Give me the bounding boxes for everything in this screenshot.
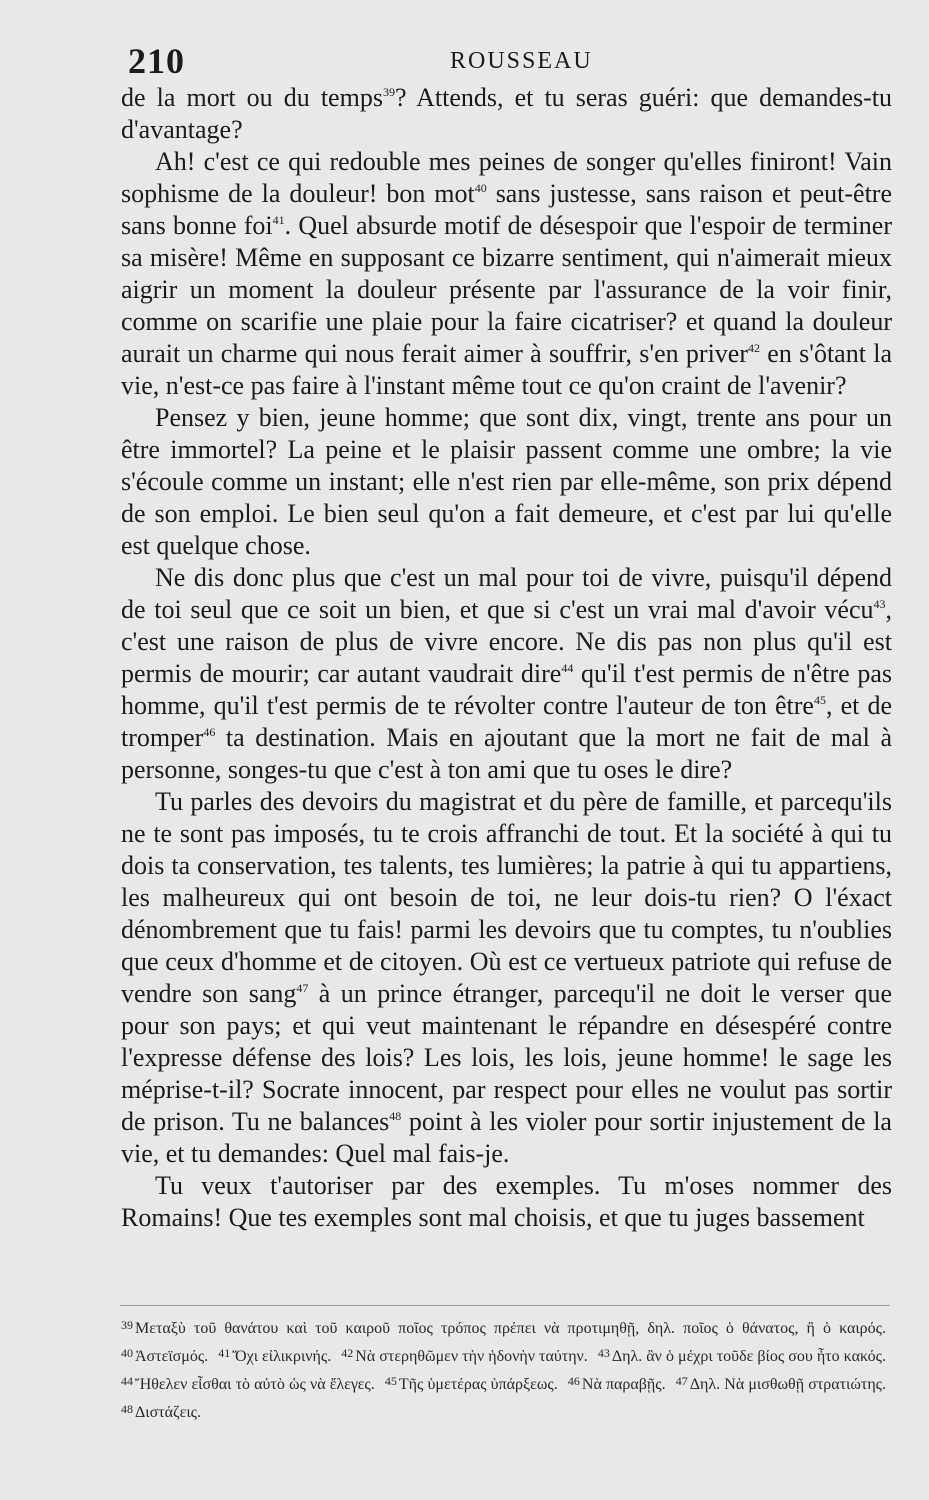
paragraph-text: qu'il t'est permis de n'être pas homme, qu'il t'est permis de te révolter contre l'auteur de ton être	[121, 659, 892, 720]
footnote-text: Ἤθελεν εἶσθαι τὸ αὐτὸ ὡς νὰ ἔλεγες.	[135, 1376, 375, 1393]
paragraph-text: en s'ôtant la vie, n'est-ce pas faire à l'instant même tout ce qu'on craint de l'avenir?	[121, 339, 892, 400]
footnote-text: Νὰ παραβῇς.	[581, 1376, 666, 1393]
footnote-number: 41	[218, 1346, 231, 1360]
paragraph-text: , c'est une raison de plus de vivre encore. Ne dis pas non plus qu'il est permis de mourir; car autant vaudrait dire	[121, 595, 892, 688]
footnote-text: Διστάζεις.	[135, 1404, 202, 1421]
paragraph-text: Ne dis donc plus que c'est un mal pour toi de vivre, puisqu'il dépend de toi seul que ce soit un bien, et que si c'est un vrai mal d'avoir vécu	[121, 563, 892, 624]
footnote-ref: 40	[474, 181, 487, 195]
paragraph	[121, 402, 892, 562]
footnote-ref: 46	[203, 725, 216, 739]
footnote-number: 47	[675, 1374, 688, 1388]
footnote-text: Ἀστεϊσμός.	[135, 1348, 209, 1365]
footnote	[385, 1376, 558, 1393]
paragraph-text: . Quel absurde motif de désespoir que l'espoir de terminer sa misère! Même en supposant ce bizarre sentiment, qui n'aimerait mieux aigrir un moment la douleur présente par l'assurance de la voir finir, comme on scarifie une plaie pour la faire cicatriser? et quand la douleur aurait un charme qui nous ferait aimer à souffrir, s'en priver	[121, 211, 892, 368]
footnote-text: Νὰ στερηθῶμεν τὴν ἡδονὴν ταύτην.	[355, 1348, 588, 1365]
paragraph-text: de la mort ou du temps	[121, 83, 383, 112]
footnote-ref: 43	[873, 597, 886, 611]
footnote	[568, 1376, 666, 1393]
page-header	[120, 40, 890, 80]
footnote	[598, 1348, 886, 1365]
paragraph-text: Tu veux t'autoriser par des exemples. Tu m'oses nommer des Romains! Que tes exemples sont mal choisis, et que tu juges bassement	[121, 1171, 892, 1232]
page-number: 210	[128, 41, 185, 81]
footnote-ref: 39	[382, 85, 395, 99]
footnote	[341, 1348, 588, 1365]
paragraph-text: Ah! c'est ce qui redouble mes peines de songer qu'elles finiront! Vain sophisme de la douleur! bon mot	[121, 147, 892, 208]
paragraph	[121, 562, 892, 786]
paragraph-text: Tu parles des devoirs du magistrat et du père de famille, et parcequ'ils ne te sont pas imposés, tu te crois affranchi de tout. Et la société à qui tu dois ta conservation, tes talents, tes lumières; la patrie à qui tu appartiens, les malheureux qui ont besoin de toi, ne leur dois-tu rien? O l'éxact dénombrement que tu fais! parmi les devoirs que tu comptes, tu n'oublies que ceux d'homme et de citoyen. Où est ce vertueux patriote qui refuse de vendre son sang	[121, 787, 892, 1008]
paragraph-text: ? Attends, et tu seras guéri: que demandes-tu d'avantage?	[121, 83, 892, 144]
footnote	[121, 1320, 886, 1337]
footnote-ref: 47	[296, 981, 309, 995]
paragraph-text: , et de tromper	[121, 691, 892, 752]
footnote	[121, 1404, 201, 1421]
footnote-number: 42	[341, 1346, 354, 1360]
footnote	[676, 1376, 886, 1393]
paragraph	[121, 146, 892, 402]
paragraph	[121, 1170, 892, 1234]
paragraph-text: à un prince étranger, parcequ'il ne doit le verser que pour son pays; et qui veut maintenant le répandre en désespéré contre l'expresse défense des lois? Les lois, les lois, jeune homme! le sage les méprise-t-il? Socrate innocent, par respect pour elles ne voulut pas sortir de prison. Tu ne balances	[121, 979, 892, 1136]
footnote-ref: 44	[561, 661, 574, 675]
paragraph	[121, 786, 892, 1170]
footnote-number: 44	[121, 1374, 133, 1388]
footnote	[121, 1376, 375, 1393]
paragraph-text: Pensez y bien, jeune homme; que sont dix, vingt, trente ans pour un être immortel? La peine et le plaisir passent comme une ombre; la vie s'écoule comme un instant; elle n'est rien par elle-même, son prix dépend de son emploi. Le bien seul qu'on a fait demeure, et c'est par lui qu'elle est quelque chose.	[121, 403, 892, 560]
footnote-text: Τῆς ὑμετέρας ὑπάρξεως.	[398, 1376, 558, 1393]
footnote-number: 46	[567, 1374, 580, 1388]
page-body	[121, 82, 892, 1234]
footnote	[218, 1348, 331, 1365]
footnote	[121, 1348, 208, 1365]
footnote-number: 39	[121, 1318, 133, 1332]
footnote-number: 43	[597, 1346, 610, 1360]
running-head: ROUSSEAU	[450, 48, 593, 74]
footnotes	[121, 1313, 892, 1425]
footnote-ref: 42	[748, 341, 760, 355]
footnote-text: Δηλ. Νὰ μισθωθῇ στρατιώτης.	[689, 1376, 887, 1393]
footnote-ref: 48	[389, 1109, 402, 1123]
paragraph	[121, 82, 892, 146]
footnote-number: 48	[121, 1402, 133, 1416]
footnote-text: Ὄχι εἰλικρινής.	[232, 1348, 332, 1365]
footnote-divider	[120, 1305, 890, 1306]
footnote-ref: 45	[813, 693, 826, 707]
footnote-number: 45	[384, 1374, 397, 1388]
paragraph-text: ta destination. Mais en ajoutant que la mort ne fait de mal à personne, songes-tu que c'est à ton ami que tu oses le dire?	[121, 723, 892, 784]
paragraph-text: point à les violer pour sortir injustement de la vie, et tu demandes: Quel mal fais-je.	[121, 1107, 892, 1168]
footnote-number: 40	[121, 1346, 133, 1360]
footnote-text: Μεταξὺ τοῦ θανάτου καὶ τοῦ καιροῦ ποῖος τρόπος πρέπει νὰ προτιμηθῇ, δηλ. ποῖος ὁ θάνατος, ἢ ὁ καιρός.	[135, 1320, 886, 1337]
paragraph-text: sans justesse, sans raison et peut-être sans bonne foi	[121, 179, 892, 240]
footnote-ref: 41	[272, 213, 285, 227]
footnote-text: Δηλ. ἂν ὁ μέχρι τοῦδε βίος σου ἦτο κακός.	[611, 1348, 887, 1365]
